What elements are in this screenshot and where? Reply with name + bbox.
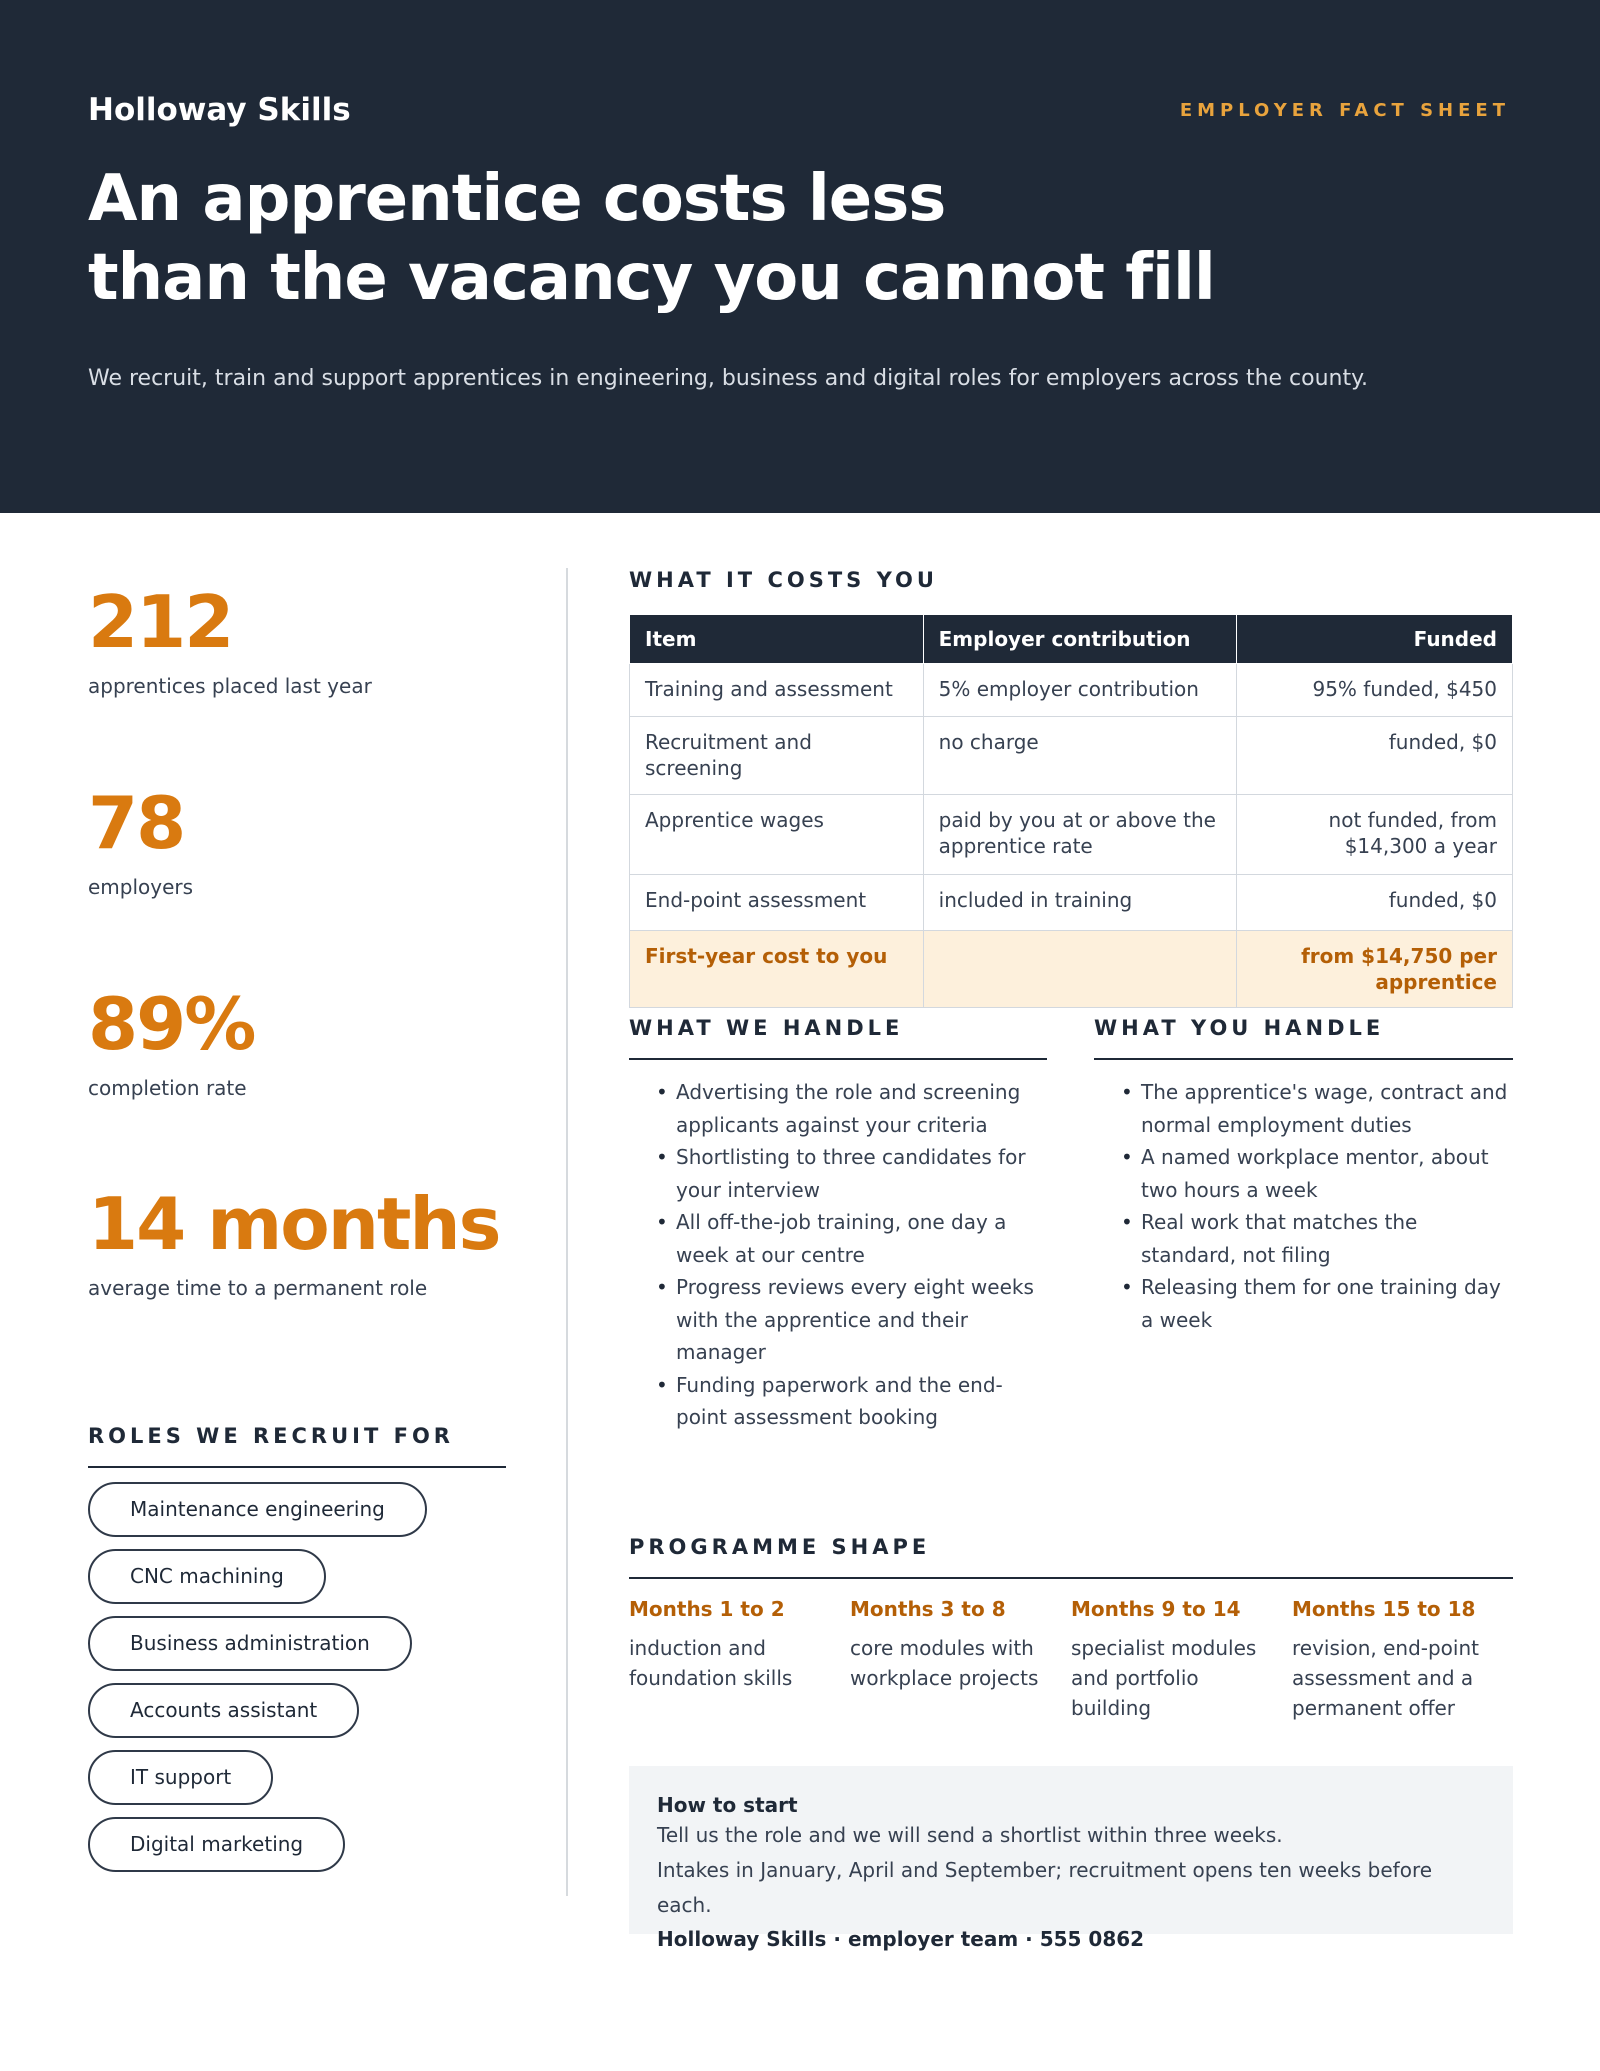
- page-title: [88, 160, 1388, 318]
- we-handle-section: [629, 1016, 1047, 1434]
- stat-completion: [88, 984, 254, 1100]
- table-row: [630, 875, 1513, 931]
- stat-label: employers: [88, 875, 194, 899]
- table-cell: Apprentice wages: [630, 795, 924, 875]
- stat-label: completion rate: [88, 1076, 247, 1100]
- stat-value: 89%: [88, 982, 255, 1066]
- stat-label: apprentices placed last year: [88, 674, 372, 698]
- programme-phases: [629, 1597, 1513, 1723]
- table-cell: paid by you at or above the apprentice rate: [923, 795, 1237, 875]
- column-divider: [566, 568, 568, 1896]
- roles-divider: [88, 1466, 506, 1468]
- programme-section: [629, 1535, 1513, 1723]
- total-label: First-year cost to you: [630, 931, 924, 1008]
- document-type-label: EMPLOYER FACT SHEET: [1179, 100, 1510, 121]
- we-handle-list: [629, 1076, 1047, 1434]
- column-header: Employer contribution: [923, 615, 1237, 664]
- programme-phase: [629, 1597, 850, 1723]
- total-value: from $14,750 per apprentice: [1237, 931, 1513, 1008]
- stat-placed: [88, 582, 372, 698]
- table-row: [630, 717, 1513, 795]
- table-cell: Training and assessment: [630, 664, 924, 717]
- role-pill: Digital marketing: [88, 1817, 345, 1872]
- phase-title: Months 1 to 2: [629, 1597, 785, 1621]
- role-pill: Accounts assistant: [88, 1683, 359, 1738]
- stat-employers: [88, 783, 193, 899]
- you-handle-list: [1094, 1076, 1513, 1336]
- header-banner: [0, 0, 1600, 513]
- table-cell: not funded, from $14,300 a year: [1237, 795, 1513, 875]
- list-item: • Funding paperwork and the end-point assessment booking: [656, 1369, 1047, 1434]
- we-handle-divider: [629, 1058, 1047, 1060]
- list-item: • A named workplace mentor, about two hours a week: [1121, 1141, 1513, 1206]
- role-pill: Business administration: [88, 1616, 412, 1671]
- intro-text: We recruit, train and support apprentices in engineering, business and digital roles for employers across the county.: [88, 366, 1368, 391]
- phase-description: induction and foundation skills: [629, 1636, 793, 1690]
- how-to-start-line: Tell us the role and we will send a shortlist within three weeks.: [657, 1823, 1283, 1847]
- stat-permanent-time: [88, 1184, 500, 1300]
- you-handle-heading: WHAT YOU HANDLE: [1094, 1016, 1385, 1040]
- table-cell: Recruitment and screening: [630, 717, 924, 795]
- list-item: • Shortlisting to three candidates for your interview: [656, 1141, 1047, 1206]
- list-item: • The apprentice's wage, contract and normal employment duties: [1121, 1076, 1513, 1141]
- how-to-start-box: [629, 1766, 1513, 1951]
- total-row: [630, 931, 1513, 1008]
- brand-name: Holloway Skills: [88, 92, 351, 128]
- headline-line-1: An apprentice costs less: [88, 162, 946, 236]
- roles-section: [88, 1424, 506, 1884]
- list-item: • Progress reviews every eight weeks with the apprentice and their manager: [656, 1271, 1047, 1369]
- you-handle-section: [1094, 1016, 1513, 1336]
- table-cell: included in training: [923, 875, 1237, 931]
- list-item: • All off-the-job training, one day a week at our centre: [656, 1206, 1047, 1271]
- phase-title: Months 3 to 8: [850, 1597, 1006, 1621]
- costs-table: [629, 614, 1513, 1008]
- table-row: [630, 795, 1513, 875]
- how-to-start-line: Intakes in January, April and September; recruitment opens ten weeks before each.: [657, 1858, 1433, 1917]
- programme-phase: [1292, 1597, 1513, 1723]
- phase-description: specialist modules and portfolio building: [1071, 1636, 1257, 1720]
- headline-line-2: than the vacancy you cannot fill: [88, 241, 1215, 315]
- costs-section: [629, 568, 1513, 1008]
- how-to-start-title: How to start: [657, 1793, 798, 1817]
- table-cell: 5% employer contribution: [923, 664, 1237, 717]
- phase-description: core modules with workplace projects: [850, 1636, 1039, 1690]
- list-item: • Advertising the role and screening applicants against your criteria: [656, 1076, 1047, 1141]
- contact-line: Holloway Skills · employer team · 555 0862: [657, 1927, 1145, 1951]
- list-item: • Releasing them for one training day a week: [1121, 1271, 1513, 1336]
- role-pill: IT support: [88, 1750, 273, 1805]
- programme-phase: [1071, 1597, 1292, 1723]
- table-row: [630, 664, 1513, 717]
- role-pill: CNC machining: [88, 1549, 326, 1604]
- table-header-row: [630, 615, 1513, 664]
- table-cell: 95% funded, $450: [1237, 664, 1513, 717]
- role-pill: Maintenance engineering: [88, 1482, 427, 1537]
- we-handle-heading: WHAT WE HANDLE: [629, 1016, 904, 1040]
- roles-heading: ROLES WE RECRUIT FOR: [88, 1424, 454, 1448]
- stat-label: average time to a permanent role: [88, 1276, 428, 1300]
- stat-value: 212: [88, 580, 233, 664]
- stat-value: 14 months: [88, 1182, 500, 1266]
- programme-heading: PROGRAMME SHAPE: [629, 1535, 931, 1559]
- total-empty-cell: [923, 931, 1237, 1008]
- column-header: Funded: [1237, 615, 1513, 664]
- phase-title: Months 15 to 18: [1292, 1597, 1476, 1621]
- table-cell: no charge: [923, 717, 1237, 795]
- phase-description: revision, end-point assessment and a permanent offer: [1292, 1636, 1479, 1720]
- costs-heading: WHAT IT COSTS YOU: [629, 568, 938, 592]
- column-header: Item: [630, 615, 924, 664]
- table-cell: funded, $0: [1237, 717, 1513, 795]
- programme-divider: [629, 1577, 1513, 1579]
- table-cell: End-point assessment: [630, 875, 924, 931]
- table-cell: funded, $0: [1237, 875, 1513, 931]
- you-handle-divider: [1094, 1058, 1513, 1060]
- phase-title: Months 9 to 14: [1071, 1597, 1241, 1621]
- roles-list: [88, 1482, 506, 1884]
- list-item: • Real work that matches the standard, not filing: [1121, 1206, 1513, 1271]
- stat-value: 78: [88, 781, 185, 865]
- programme-phase: [850, 1597, 1071, 1723]
